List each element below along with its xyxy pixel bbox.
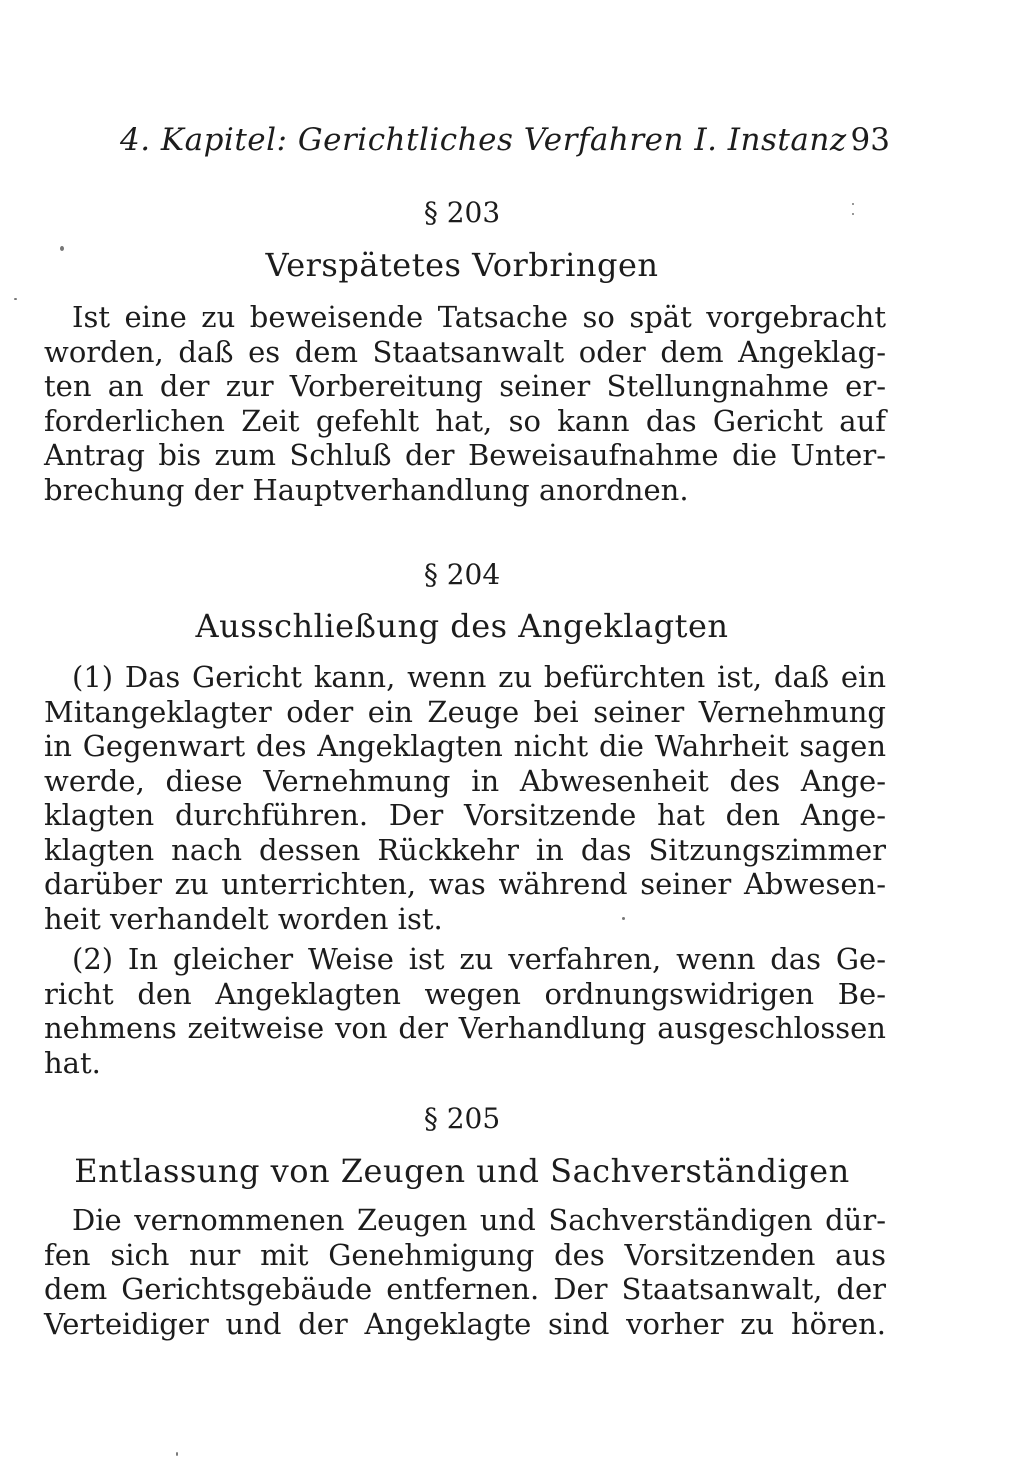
section-title-204: Ausschließung des Angeklagten	[195, 607, 729, 645]
text-line: heit verhandelt worden ist.	[44, 901, 443, 936]
page-number: 93	[850, 122, 890, 158]
scan-speck	[60, 246, 64, 251]
running-head	[120, 122, 890, 166]
text-line: Verteidiger und der Angeklagte sind vorher zu hören.	[44, 1306, 886, 1341]
text-line: klagten nach dessen Rückkehr in das Sitzungszimmer	[44, 832, 886, 867]
text-line: forderlichen Zeit gefehlt hat, so kann das Gericht auf	[44, 403, 886, 438]
section-205-paragraph	[44, 1203, 886, 1341]
text-line: hat.	[44, 1045, 101, 1080]
text-line: nehmens zeitweise von der Verhandlung ausgeschlossen	[44, 1011, 886, 1045]
section-number-205: § 205	[423, 1102, 501, 1135]
scan-speck	[176, 1452, 178, 1456]
text-line: worden, daß es dem Staatsanwalt oder dem Angeklag-	[44, 334, 886, 369]
scan-speck	[14, 298, 17, 300]
text-line: dem Gerichtsgebäude entfernen. Der Staatsanwalt, der	[44, 1272, 886, 1306]
section-title-203: Verspätetes Vorbringen	[265, 246, 659, 284]
text-line: darüber zu unterrichten, was während seiner Abwesen-	[44, 867, 886, 901]
section-204-paragraph-2	[44, 942, 886, 1080]
section-number-203: § 203	[423, 196, 501, 229]
text-line: Antrag bis zum Schluß der Beweisaufnahme die Unter-	[44, 438, 886, 472]
text-line: ten an der zur Vorbereitung seiner Stellungnahme er-	[44, 369, 886, 403]
text-line: in Gegenwart des Angeklagten nicht die Wahrheit sagen	[44, 729, 886, 763]
text-line: Die vernommenen Zeugen und Sachverständigen dür-	[72, 1203, 886, 1237]
text-line: (1) Das Gericht kann, wenn zu befürchten ist, daß ein	[72, 660, 886, 694]
text-line: klagten durchführen. Der Vorsitzende hat den Ange-	[44, 798, 886, 832]
chapter-title: 4. Kapitel: Gerichtliches Verfahren I. Instanz	[120, 122, 847, 158]
text-line: brechung der Hauptverhandlung anordnen.	[44, 472, 689, 507]
text-line: (2) In gleicher Weise ist zu verfahren, wenn das Ge-	[72, 942, 886, 976]
section-203-paragraph	[44, 300, 886, 507]
text-line: richt den Angeklagten wegen ordnungswidrigen Be-	[44, 976, 886, 1011]
section-number-204: § 204	[423, 558, 501, 591]
text-line: Ist eine zu beweisende Tatsache so spät vorgebracht	[72, 300, 886, 334]
scan-speck	[622, 917, 625, 920]
text-line: Mitangeklagter oder ein Zeuge bei seiner Vernehmung	[44, 694, 886, 729]
text-line: werde, diese Vernehmung in Abwesenheit des Ange-	[44, 763, 886, 798]
section-204-paragraph-1	[44, 660, 886, 936]
scan-speck	[852, 203, 854, 205]
scan-speck	[852, 213, 854, 215]
section-title-205: Entlassung von Zeugen und Sachverständigen	[74, 1152, 850, 1190]
text-line: fen sich nur mit Genehmigung des Vorsitzenden aus	[44, 1237, 886, 1272]
